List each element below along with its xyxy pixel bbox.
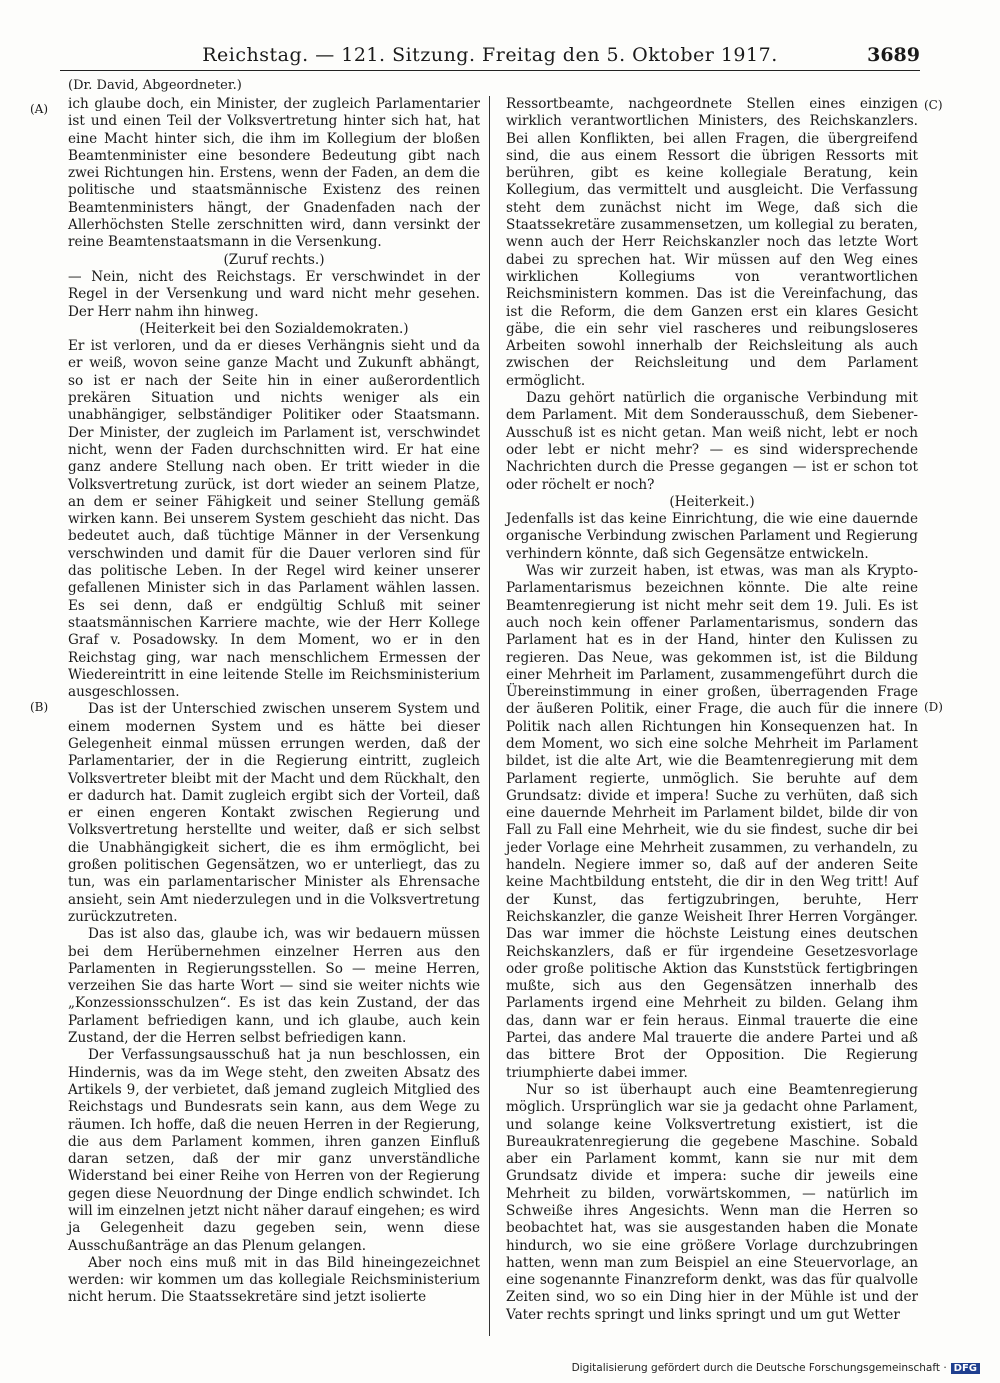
paragraph: Dazu gehört natürlich die organische Verbindung mit dem Parlament. Mit dem Sonderausschuß, dem Siebener-Ausschuß ist es nicht getan. Man weiß nicht, lebt er noch oder lebt er nicht mehr? — es sind widersprechende Nachrichten durch die Presse gegangen — ist er schon tot oder röchelt er noch? (506, 390, 918, 493)
right-column (506, 96, 918, 1323)
paragraph: Das ist also das, glaube ich, was wir bedauern müssen bei dem Herübernehmen einzelner Herren aus den Parlamenten in Regierungsstellen. So — meine Herren, verzeihen Sie das harte Wort — sind sie weiter nichts wie „Konzessionsschulzen“. Es ist das kein Zustand, der das Parlament befriedigen kann, und ich glaube, auch kein Zustand, der die Herren selbst befriedigen kann. (68, 926, 480, 1047)
speaker-label: (Dr. David, Abgeordneter.) (68, 78, 242, 93)
paragraph: ich glaube doch, ein Minister, der zugleich Parlamentarier ist und einen Teil der Volksvertretung hinter sich hat, hat eine Macht hinter sich, die ihm im Kollegium der bloßen Beamtenminister eine besondere Bedeutung gibt nach zwei Richtungen hin. Erstens, wenn der Faden, an dem die politische und staatsmännische Existenz des reinen Beamtenministers hängt, der Gnadenfaden nach der Allerhöchsten Stelle zerschnitten wird, dann versinkt der reine Beamtenstaatsmann in die Versenkung. (68, 96, 480, 251)
paragraph: Er ist verloren, und da er dieses Verhängnis sieht und da er weiß, wovon seine ganze Macht und Zukunft abhängt, so ist er nach der Seite hin in einer außerordentlich prekären Situation und nichts weniger als ein unabhängiger, selbständiger Politiker oder Staatsmann. Der Minister, der zugleich im Parlament ist, verschwindet nicht, wenn der Faden durchschnitten wird. Er hat eine ganz andere Stellung nach oben. Er tritt wieder in die Volksvertretung zurück, ist dort wieder an seinem Platze, an dem er seiner Fähigkeit und seiner Stellung gemäß wirken kann. Bei unserem System geschieht das nicht. Das bedeutet auch, daß tüchtige Männer in der Versenkung verschwinden und damit für die Dauer verloren sind für das politische Leben. In der Regel wird keiner unserer gefallenen Minister sich in das Parlament wählen lassen. Es sei denn, daß er endgültig Schluß mit seiner staatsmännischen Karriere machte, wie der Herr Kollege Graf v. Posadowsky. In dem Moment, wo er in den Reichstag ging, war nach menschlichem Ermessen der Wiedereintritt in eine leitende Stelle im Reichsministerium ausgeschlossen. (68, 338, 480, 701)
paragraph: Das ist der Unterschied zwischen unserem System und einem modernen System und es hätte bei dieser Gelegenheit einmal müssen errungen werden, daß der Parlamentarier, der in die Regierung eintritt, zugleich Volksvertreter bleibt mit der Macht und dem Rückhalt, den er dadurch hat. Damit zugleich ergibt sich der Vorteil, daß er einen engeren Kontakt zwischen Regierung und Volksvertretung herstellte und weiter, daß er sich selbst die Unabhängigkeit sichert, die es ihm ermöglicht, bei großen politischen Gegensätzen, wo er unterliegt, das zu tun, was ein parlamentarischer Minister als Ehrensache ansieht, sein Amt niederzulegen und in die Volksvertretung zurückzutreten. (68, 701, 480, 925)
paragraph: Nur so ist überhaupt auch eine Beamtenregierung möglich. Ursprünglich war sie ja gedacht ohne Parlament, und solange keine Volksvertretung existiert, ist die Bureaukratenregierung die gegebene Maschine. Sobald aber ein Parlament kommt, kann sie nur mit dem Grundsatz divide et impera: suche dir jeweils eine Mehrheit zu bilden, vorwärtskommen, — natürlich im Schweiße ihres Angesichts. Wenn man die Herren so beobachtet hat, was sie ausgestanden haben die Monate hindurch, wo sie eine größere Vorlage durchzubringen hatten, wenn man zum Beispiel an eine Steuervorlage, an eine sogenannte Finanzreform denkt, was das für qualvolle Zeiten sind, wo so ein Ding hier in der Mühle ist und der Vater rechts springt und links springt und um gut Wetter (506, 1081, 918, 1323)
paragraph: Ressortbeamte, nachgeordnete Stellen eines einzigen wirklich verantwortlichen Ministers, des Reichskanzlers. Bei allen Konflikten, bei allen Fragen, die übergreifend sind, die aus einem Ressort die übrigen Ressorts mit berühren, gibt es keine kollegiale Beratung, kein Kollegium, das vermittelt und ausgleicht. Die Verfassung steht dem zunächst nicht im Wege, daß sich die Staatssekretäre zusammensetzen, um kollegial zu beraten, wenn auch der Herr Reichskanzler noch das letzte Wort dabei zu sprechen hat. Wir müssen auf den Weg eines wirklichen Kollegiums von verantwortlichen Reichsministern kommen. Das ist die Vereinfachung, das ist die Reform, die dem Ganzen erst ein klares Gesicht gäbe, die ein sehr viel rascheres und reibungsloseres Arbeiten sowohl innerhalb der Reichsleitung als auch zwischen der Reichsleitung und dem Parlament ermöglicht. (506, 96, 918, 389)
header-title: Reichstag. — 121. Sitzung. Freitag den 5. Oktober 1917. (202, 44, 778, 66)
footer-text: Digitalisierung gefördert durch die Deutsche Forschungsgemeinschaft · (571, 1362, 947, 1374)
interjection: (Heiterkeit bei den Sozialdemokraten.) (139, 320, 409, 337)
page-header (60, 44, 920, 71)
interjection: (Heiterkeit.) (669, 493, 755, 510)
page-number: 3689 (867, 44, 920, 66)
interjection: (Zuruf rechts.) (223, 251, 325, 268)
margin-mark-a: (A) (30, 102, 49, 116)
paragraph: Was wir zurzeit haben, ist etwas, was man als Krypto-Parlamentarismus bezeichnen könnte. Die alte reine Beamtenregierung ist nicht mehr seit dem 19. Juli. Es ist auch noch kein offener Parlamentarismus, sondern das Parlament hat es in der Hand, hinter den Kulissen zu regieren. Das Neue, was gekommen ist, ist die Bildung einer Mehrheit im Parlament, zusammengeführt durch die Übereinstimmung in einer großen, überragenden Frage der äußeren Politik, einer Frage, die auch für die innere Politik nach allen Richtungen hin Konsequenzen hat. In dem Moment, wo sich eine solche Mehrheit im Parlament bildet, ist die alte Art, wie die Beamtenregierung mit dem Parlament regierte, unmöglich. Sie beruhte auf dem Grundsatz: divide et impera! Suche zu verhüten, daß sich eine dauernde Mehrheit im Parlament bildet, bilde dir von Fall zu Fall eine Mehrheit, wie du sie findest, suche dir bei jeder Vorlage eine Mehrheit zusammen, zu verhandeln, zu handeln. Negiere immer so, daß auf der anderen Seite keine Machtbildung entsteht, die dir in den Weg tritt! Auf der Kunst, das fertigzubringen, beruhte, Herr Reichskanzler, die ganze Weisheit Ihrer Herren Vorgänger. Das war immer die höchste Leistung eines deutschen Reichskanzlers, daß er für irgendeine Gesetzesvorlage oder große politische Aktion das Kunststück fertigbringen mußte, sich aus den Gegensätzen innerhalb des Parlaments irgend eine Mehrheit zu bilden. Gelang ihm das, dann war er fein heraus. Einmal trauerte die eine Partei, das andere Mal trauerte die andere Partei und aß das bittere Brot der Opposition. Die Regierung triumphierte dabei immer. (506, 563, 918, 1081)
paragraph: Jedenfalls ist das keine Einrichtung, die wie eine dauernde organische Verbindung zwischen Parlament und Regierung verhindern könnte, daß sich Gegensätze entwickeln. (506, 511, 918, 562)
funding-footer (572, 1362, 980, 1374)
paragraph: Aber noch eins muß mit in das Bild hineingezeichnet werden: wir kommen um das kollegiale Reichsministerium nicht herum. Die Staatssekretäre sind jetzt isolierte (68, 1254, 480, 1306)
dfg-logo: DFG (951, 1363, 980, 1374)
paragraph: — Nein, nicht des Reichstags. Er verschwindet in der Regel in der Versenkung und ward nicht mehr gesehen. Der Herr nahm ihn hinweg. (68, 268, 480, 320)
margin-mark-b: (B) (30, 700, 49, 714)
margin-mark-d: (D) (924, 700, 943, 714)
left-column (68, 96, 480, 1306)
margin-mark-c: (C) (924, 98, 943, 112)
column-divider (489, 96, 490, 1336)
paragraph: Der Verfassungsausschuß hat ja nun beschlossen, ein Hindernis, was da im Wege steht, den zweiten Absatz des Artikels 9, der verbietet, daß jemand zugleich Mitglied des Reichstags und Bundesrats sein kann, aus dem Wege zu räumen. Ich hoffe, daß die neuen Herren in der Regierung, die aus dem Parlament kommen, ihren ganzen Einfluß daran setzen, daß der mir ganz unverständliche Widerstand bei einer Reihe von Herren von der Regierung gegen diese Neuordnung der Dinge endlich schwindet. Ich will im einzelnen jetzt nicht näher darauf eingehen; es wird ja Gelegenheit dazu gegeben sein, wenn diese Ausschußanträge an das Plenum gelangen. (68, 1047, 480, 1254)
